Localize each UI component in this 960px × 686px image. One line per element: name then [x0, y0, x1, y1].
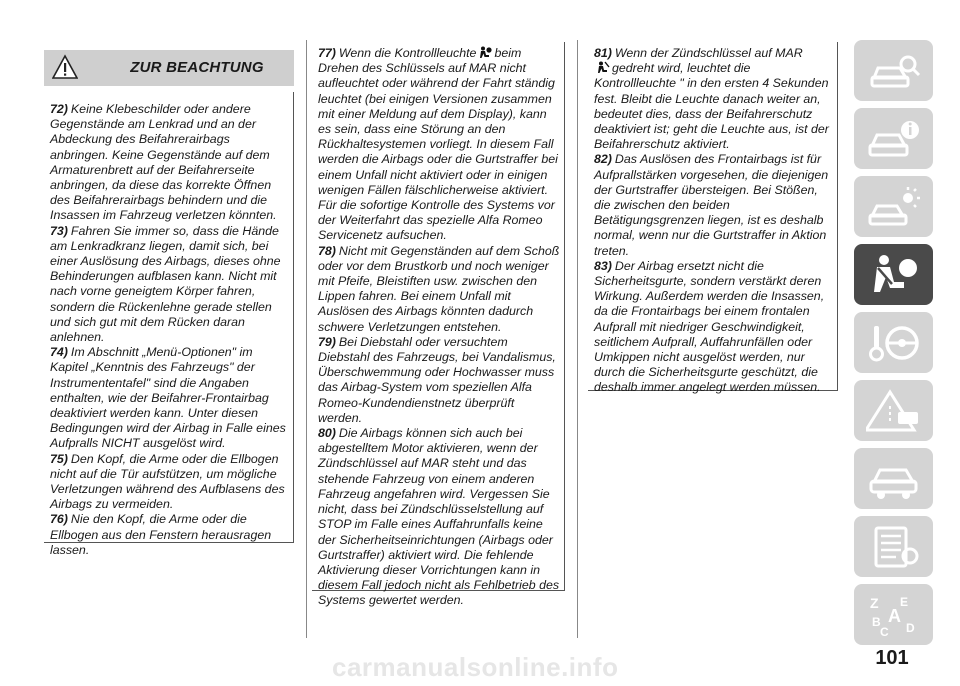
car-search-icon — [866, 48, 922, 94]
alphabet-index-icon — [866, 592, 922, 638]
chapter-tab-technical-data[interactable] — [854, 516, 933, 577]
note-79: 79) Bei Diebstahl oder versuchtem Diebstahl des Fahrzeugs, bei Vandalismus, Überschwemmung oder Hochwasser muss das Airbag-System vom speziellen Alfa Romeo-Kundendienstnetz überprüft werden. — [318, 334, 556, 425]
note-75: 75) Den Kopf, die Arme oder die Ellbogen nicht auf die Tür aufstützen, um mögliche Verletzungen während des Aufblasens des Airbags zu vermeiden. — [50, 451, 285, 512]
note-72: 72) Keine Klebeschilder oder andere Gegenstände am Lenkrad und an der Abdeckung des Beifahrerairbags anbringen. Keine Gegenstände auf dem Armaturenbrett auf der Beifahrerseite anbringen, da diese das korrekte Öffnen des Beifahrerairbags behindern und die Insassen im Fahrzeug verletzen könnten. — [50, 102, 277, 223]
notes-box-right — [588, 42, 838, 395]
page-number: 101 — [875, 647, 909, 669]
chapter-tab-emergency[interactable] — [854, 380, 933, 441]
specifications-list-icon — [866, 524, 922, 570]
airbag-warning-icon — [478, 46, 492, 59]
chapter-tab-maintenance[interactable] — [854, 448, 933, 509]
car-lights-icon — [866, 184, 922, 230]
note-83: 83) Der Airbag ersetzt nicht die Sicherheitsgurte, sondern verstärkt deren Wirkung. Außerdem werden die Insassen, da die Frontairbags bei einem frontalen Aufprall mit niedriger Geschwindigkeit, seitlichem Aufprall, Auffahrunfällen oder Umkippen nicht ausgelöst werden, nur durch die Sicherheitsgurte geschützt, die deshalb immer angelegt werden müssen. — [594, 258, 825, 395]
svg-text:A: A — [887, 605, 901, 626]
note-77: 77) Wenn die Kontrollleuchte beim Drehen des Schlüssels auf MAR nicht aufleuchtet oder während der Fahrt ständig leuchtet (bei einigen Versionen zusammen mit einer Meldung auf dem Display), kann es sein, dass eine Störung an den Rückhaltesystemen vorliegt. In diesem Fall werden die Airbags oder die Gurtstraffer bei einem Unfall nicht aktiviert oder in einigen wenigen Fällen fälschlicherweise aktiviert. Für die sofortige Kontrolle des Systems vor der Weiterfahrt das spezielle Alfa Romeo Servicenetz aufsuchen. — [318, 46, 558, 243]
note-74: 74) Im Abschnitt „Menü-Optionen" im Kapitel „Kenntnis des Fahrzeugs" der Instrumententafel" sind die Angaben enthalten, wie der Beifahrer-Frontairbag deaktiviert werden kann. Unter diesen Bedingungen wird der Airbag in Falle eines Aufpralls NICHT ausgelöst wird. — [50, 345, 286, 451]
car-info-icon — [866, 116, 922, 162]
note-73: 73) Fahren Sie immer so, dass die Hände am Lenkradkranz liegen, damit sich, bei einer Auslösung des Airbags, dieses ohne Behinderungen aufblasen kann. Nicht mit nach vorne geneigtem Körper fahren, sondern die Rückenlehne gerade stellen und sich gut mit dem Rücken daran anlehnen. — [50, 223, 281, 345]
svg-text:D: D — [905, 620, 915, 635]
column-divider — [577, 40, 578, 638]
chapter-tab-car-lights[interactable] — [854, 176, 933, 237]
key-steering-icon — [866, 320, 922, 366]
note-82: 82) Das Auslösen des Frontairbags ist für Aufprallstärken vorgesehen, die diejenigen der Gurtstraffer übersteigen. Bei Stößen, die zwischen den beiden Betätigungsgrenzen liegen, ist es deshalb normal, wenn nur die Gurtstraffer in Aktion treten. — [594, 152, 829, 258]
chapter-tab-starting-driving[interactable] — [854, 312, 933, 373]
svg-text:E: E — [899, 594, 908, 609]
seatbelt-airbag-icon — [866, 252, 922, 298]
chapter-tab-safety[interactable] — [854, 244, 933, 305]
warning-title: ZUR BEACHTUNG — [130, 59, 264, 76]
svg-text:Z: Z — [869, 594, 879, 611]
note-76: 76) Nie den Kopf, die Arme oder die Ellbogen aus den Fenstern herausragen lassen. — [50, 512, 272, 557]
notes-box-left — [44, 92, 294, 557]
note-80: 80) Die Airbags können sich auch bei abgestelltem Motor aktivieren, wenn der Zündschlüssel auf MAR steht und das stehende Fahrzeug von einem anderen Fahrzeug angefahren wird. Vergessen Sie nicht, dass bei Zündschlüsselstellung auf STOP im Falle eines Auffahrunfalls keine der Sicherheitseinrichtungen (Airbags oder Gurtstraffer) aktiviert wird. Die fehlende Aktivierung dieser Vorrichtungen kann in diesem Fall jedoch nicht als Fehlbetrieb des Systems gewertet werden. — [318, 426, 560, 608]
column-divider — [306, 40, 307, 638]
car-service-icon — [866, 456, 922, 502]
chapter-tab-car-search[interactable] — [854, 40, 933, 101]
chapter-tab-index[interactable] — [854, 584, 933, 645]
watermark: carmanualsonline.info — [332, 652, 619, 682]
warning-header — [44, 50, 294, 86]
warning-triangle-icon — [52, 54, 78, 80]
road-warning-icon — [866, 388, 922, 434]
svg-text:C: C — [879, 624, 889, 638]
notes-box-middle — [312, 42, 565, 608]
passenger-airbag-off-icon — [596, 61, 610, 74]
note-81: 81) Wenn der Zündschlüssel auf MAR gedreht wird, leuchtet die Kontrollleuchte " in den ersten 4 Sekunden fest. Bleibt die Leuchte danach weiter an, bedeutet dies, dass der Beifahrerschutz deaktiviert ist; geht die Leuchte aus, ist der Beifahrerschutz aktiviert. — [594, 46, 829, 152]
note-78: 78) Nicht mit Gegenständen auf dem Schoß oder vor dem Brustkorb und noch weniger mit Pfeife, Bleistiften usw. zwischen den Lippen fahren. Bei einem Unfall mit Auslösen des Airbags könnten dadurch schwere Verletzungen entstehen. — [318, 243, 560, 334]
svg-text:B: B — [871, 614, 881, 629]
chapter-tab-car-info[interactable] — [854, 108, 933, 169]
